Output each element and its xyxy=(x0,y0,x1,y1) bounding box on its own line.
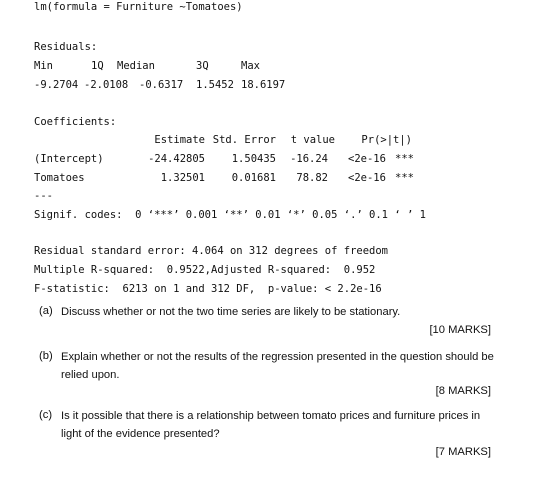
residual-standard-error: Residual standard error: 4.064 on 312 degrees of freedom xyxy=(34,245,389,257)
coef-row-std-error: 1.50435 xyxy=(231,153,276,165)
question-label: (c) xyxy=(39,409,53,421)
coef-row-name: Tomatoes xyxy=(34,172,85,184)
residuals-value-min: -9.2704 xyxy=(34,79,79,91)
residuals-value-max: 18.6197 xyxy=(241,79,286,91)
coef-row-p-value: <2e-16 xyxy=(348,153,386,165)
residuals-header-3q: 3Q xyxy=(196,60,209,72)
residuals-header-min: Min xyxy=(34,60,53,72)
coef-row-p-value: <2e-16 xyxy=(348,172,386,184)
question-marks: [10 MARKS] xyxy=(429,324,491,336)
residuals-value-1q: -2.0108 xyxy=(84,79,129,91)
residuals-value-median: -0.6317 xyxy=(139,79,184,91)
coef-row-t-value: -16.24 xyxy=(290,153,328,165)
coef-header-t-value: t value xyxy=(290,134,335,146)
r-squared: Multiple R-squared: 0.9522,Adjusted R-squared: 0.952 xyxy=(34,264,376,276)
f-statistic: F-statistic: 6213 on 1 and 312 DF, p-value: < 2.2e-16 xyxy=(34,283,382,295)
residuals-value-3q: 1.5452 xyxy=(196,79,234,91)
question-marks: [8 MARKS] xyxy=(435,385,491,397)
residuals-header-max: Max xyxy=(241,60,260,72)
coef-row-name: (Intercept) xyxy=(34,153,104,165)
coef-header-estimate: Estimate xyxy=(154,134,205,146)
question-text: Is it possible that there is a relationship between tomato prices and furniture prices in light of the evidence presented? xyxy=(61,410,481,440)
residuals-header-1q: 1Q xyxy=(91,60,104,72)
signif-codes: Signif. codes: 0 ‘***’ 0.001 ‘**’ 0.01 ‘*’ 0.05 ‘.’ 0.1 ‘ ’ 1 xyxy=(34,209,426,221)
coef-row-estimate: -24.42805 xyxy=(148,153,205,165)
question-label: (b) xyxy=(39,350,53,362)
residuals-header-median: Median xyxy=(117,60,155,72)
coef-header-std-error: Std. Error xyxy=(212,134,276,146)
question-label: (a) xyxy=(39,305,53,317)
coef-row-stars: *** xyxy=(395,172,414,184)
coef-row-std-error: 0.01681 xyxy=(231,172,276,184)
coef-row-stars: *** xyxy=(395,153,414,165)
coef-row-estimate: 1.32501 xyxy=(160,172,205,184)
coef-header-p-value: Pr(>|t|) xyxy=(361,134,412,146)
question-text: Explain whether or not the results of the regression presented in the question should be relied upon. xyxy=(61,351,494,381)
coef-row-t-value: 78.82 xyxy=(296,172,328,184)
coef-separator: --- xyxy=(34,190,53,202)
residuals-title: Residuals: xyxy=(34,41,98,53)
question-text: Discuss whether or not the two time series are likely to be stationary. xyxy=(61,306,401,318)
formula-line: lm(formula = Furniture ~Tomatoes) xyxy=(34,1,243,13)
question-marks: [7 MARKS] xyxy=(435,446,491,458)
coefficients-title: Coefficients: xyxy=(34,116,117,128)
